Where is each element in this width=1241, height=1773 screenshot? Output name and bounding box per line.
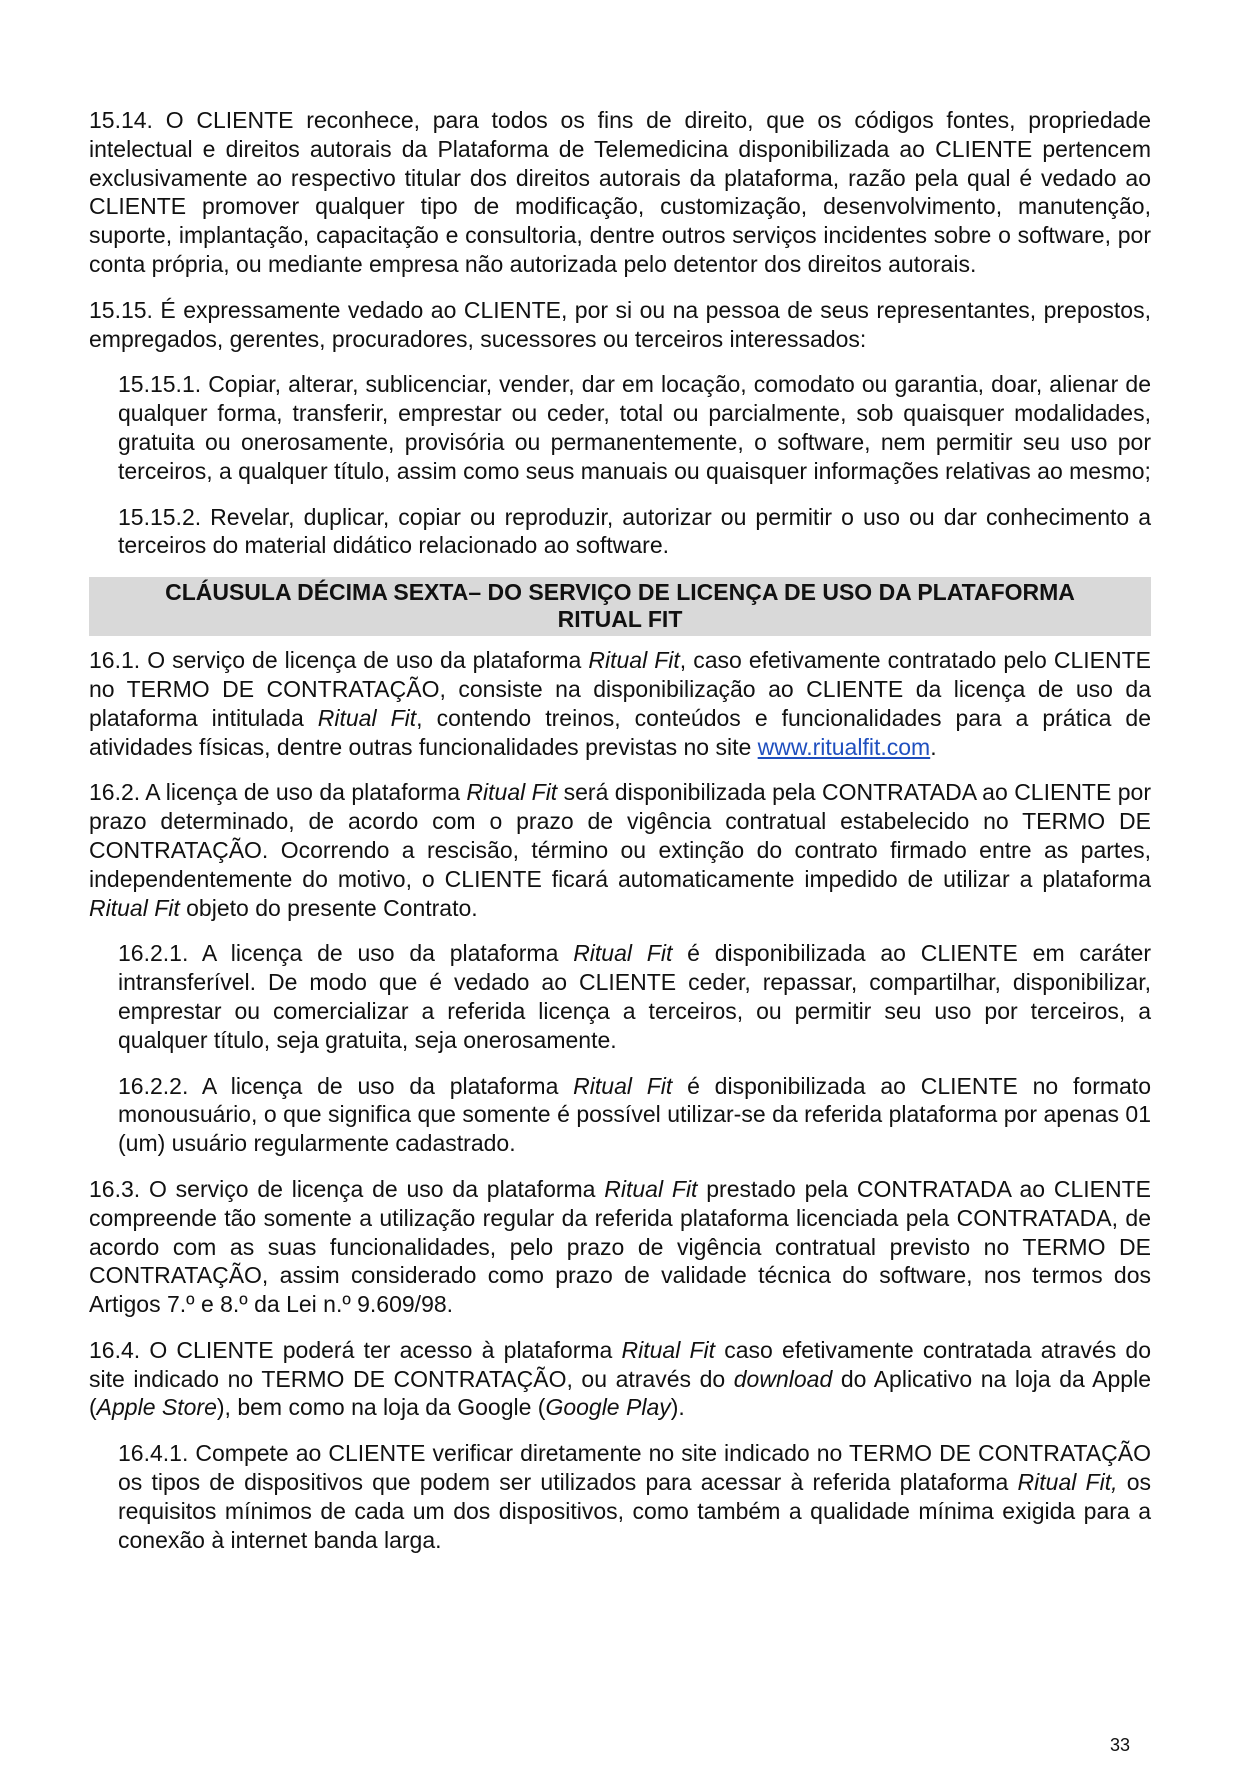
page-number: 33 xyxy=(1110,1735,1131,1755)
clause-15-15-2: 15.15.2. Revelar, duplicar, copiar ou reproduzir, autorizar ou permitir o uso ou dar conhecimento a terceiros do material didático relacionado ao software. xyxy=(118,503,1151,559)
clause-15-15: 15.15. É expressamente vedado ao CLIENTE, por si ou na pessoa de seus representantes, prepostos, empregados, gerentes, procuradores, sucessores ou terceiros interessados: xyxy=(89,296,1151,352)
document-body xyxy=(89,106,1151,1571)
section-heading-clause-16 xyxy=(89,577,1151,636)
clause-16-2: 16.2. A licença de uso da plataforma Ritual Fit será disponibilizada pela CONTRATADA ao CLIENTE por prazo determinado, de acordo com o prazo de vigência contratual estabelecido no TERMO DE CONTRATAÇÃO. Ocorrendo a rescisão, término ou extinção do contrato firmado entre as partes, independentemente do motivo, o CLIENTE ficará automaticamente impedido de utilizar a plataforma Ritual Fit objeto do presente Contrato. xyxy=(89,779,1151,921)
clause-16-2-1: 16.2.1. A licença de uso da plataforma Ritual Fit é disponibilizada ao CLIENTE em caráter intransferível. De modo que é vedado ao CLIENTE ceder, repassar, compartilhar, disponibilizar, emprestar ou comercializar a referida licença a terceiros, ou permitir seu uso por terceiros, a qualquer título, seja gratuita, seja onerosamente. xyxy=(118,940,1152,1053)
ritualfit-website-link[interactable]: www.ritualfit.com xyxy=(757,733,931,760)
clause-16-2-2: 16.2.2. A licença de uso da plataforma Ritual Fit é disponibilizada ao CLIENTE no formato monousuário, o que significa que somente é possível utilizar-se da referida plataforma por apenas 01 (um) usuário regularmente cadastrado. xyxy=(118,1072,1151,1157)
clause-15-14: 15.14. O CLIENTE reconhece, para todos os fins de direito, que os códigos fontes, propriedade intelectual e direitos autorais da Plataforma de Telemedicina disponibilizada ao CLIENTE pertencem exclusivamente ao respectivo titular dos direitos autorais da plataforma, razão pela qual é vedado ao CLIENTE promover qualquer tipo de modificação, customização, desenvolvimento, manutenção, suporte, implantação, capacitação e consultoria, dentre outros serviços incidentes sobre o software, por conta própria, ou mediante empresa não autorizada pelo detentor dos direitos autorais. xyxy=(89,107,1151,277)
clause-16-4-1: 16.4.1. Compete ao CLIENTE verificar diretamente no site indicado no TERMO DE CONTRATAÇÃO os tipos de dispositivos que podem ser utilizados para acessar à referida plataforma Ritual Fit, os requisitos mínimos de cada um dos dispositivos, como também a qualidade mínima exigida para a conexão à internet banda larga. xyxy=(118,1440,1151,1553)
clause-16-4: 16.4. O CLIENTE poderá ter acesso à plataforma Ritual Fit caso efetivamente contratada através do site indicado no TERMO DE CONTRATAÇÃO, ou através do download do Aplicativo na loja da Apple (Apple Store), bem como na loja da Google (Google Play). xyxy=(89,1336,1151,1421)
section-heading-line-1: CLÁUSULA DÉCIMA SEXTA– DO SERVIÇO DE LICENÇA DE USO DA PLATAFORMA xyxy=(165,579,1075,606)
clause-16-3: 16.3. O serviço de licença de uso da plataforma Ritual Fit prestado pela CONTRATADA ao CLIENTE compreende tão somente a utilização regular da referida plataforma licenciada pela CONTRATADA, de acordo com as suas funcionalidades, pelo prazo de vigência contratual previsto no TERMO DE CONTRATAÇÃO, assim considerado como prazo de validade técnica do software, nos termos dos Artigos 7.º e 8.º da Lei n.º 9.609/98. xyxy=(89,1175,1151,1318)
section-heading-line-2: RITUAL FIT xyxy=(557,606,683,633)
clause-15-15-1: 15.15.1. Copiar, alterar, sublicenciar, vender, dar em locação, comodato ou garantia, doar, alienar de qualquer forma, transferir, emprestar ou ceder, total ou parcialmente, sob quaisquer modalidades, gratuita ou onerosamente, provisória ou permanentemente, o software, nem permitir seu uso por terceiros, a qualquer título, assim como seus manuais ou quaisquer informações relativas ao mesmo; xyxy=(118,371,1151,484)
clause-16-1: 16.1. O serviço de licença de uso da plataforma Ritual Fit, caso efetivamente contratado pelo CLIENTE no TERMO DE CONTRATAÇÃO, consiste na disponibilização ao CLIENTE da licença de uso da plataforma intitulada Ritual Fit, contendo treinos, conteúdos e funcionalidades para a prática de atividades físicas, dentre outras funcionalidades previstas no site www.ritualfit.com. xyxy=(89,647,1151,760)
